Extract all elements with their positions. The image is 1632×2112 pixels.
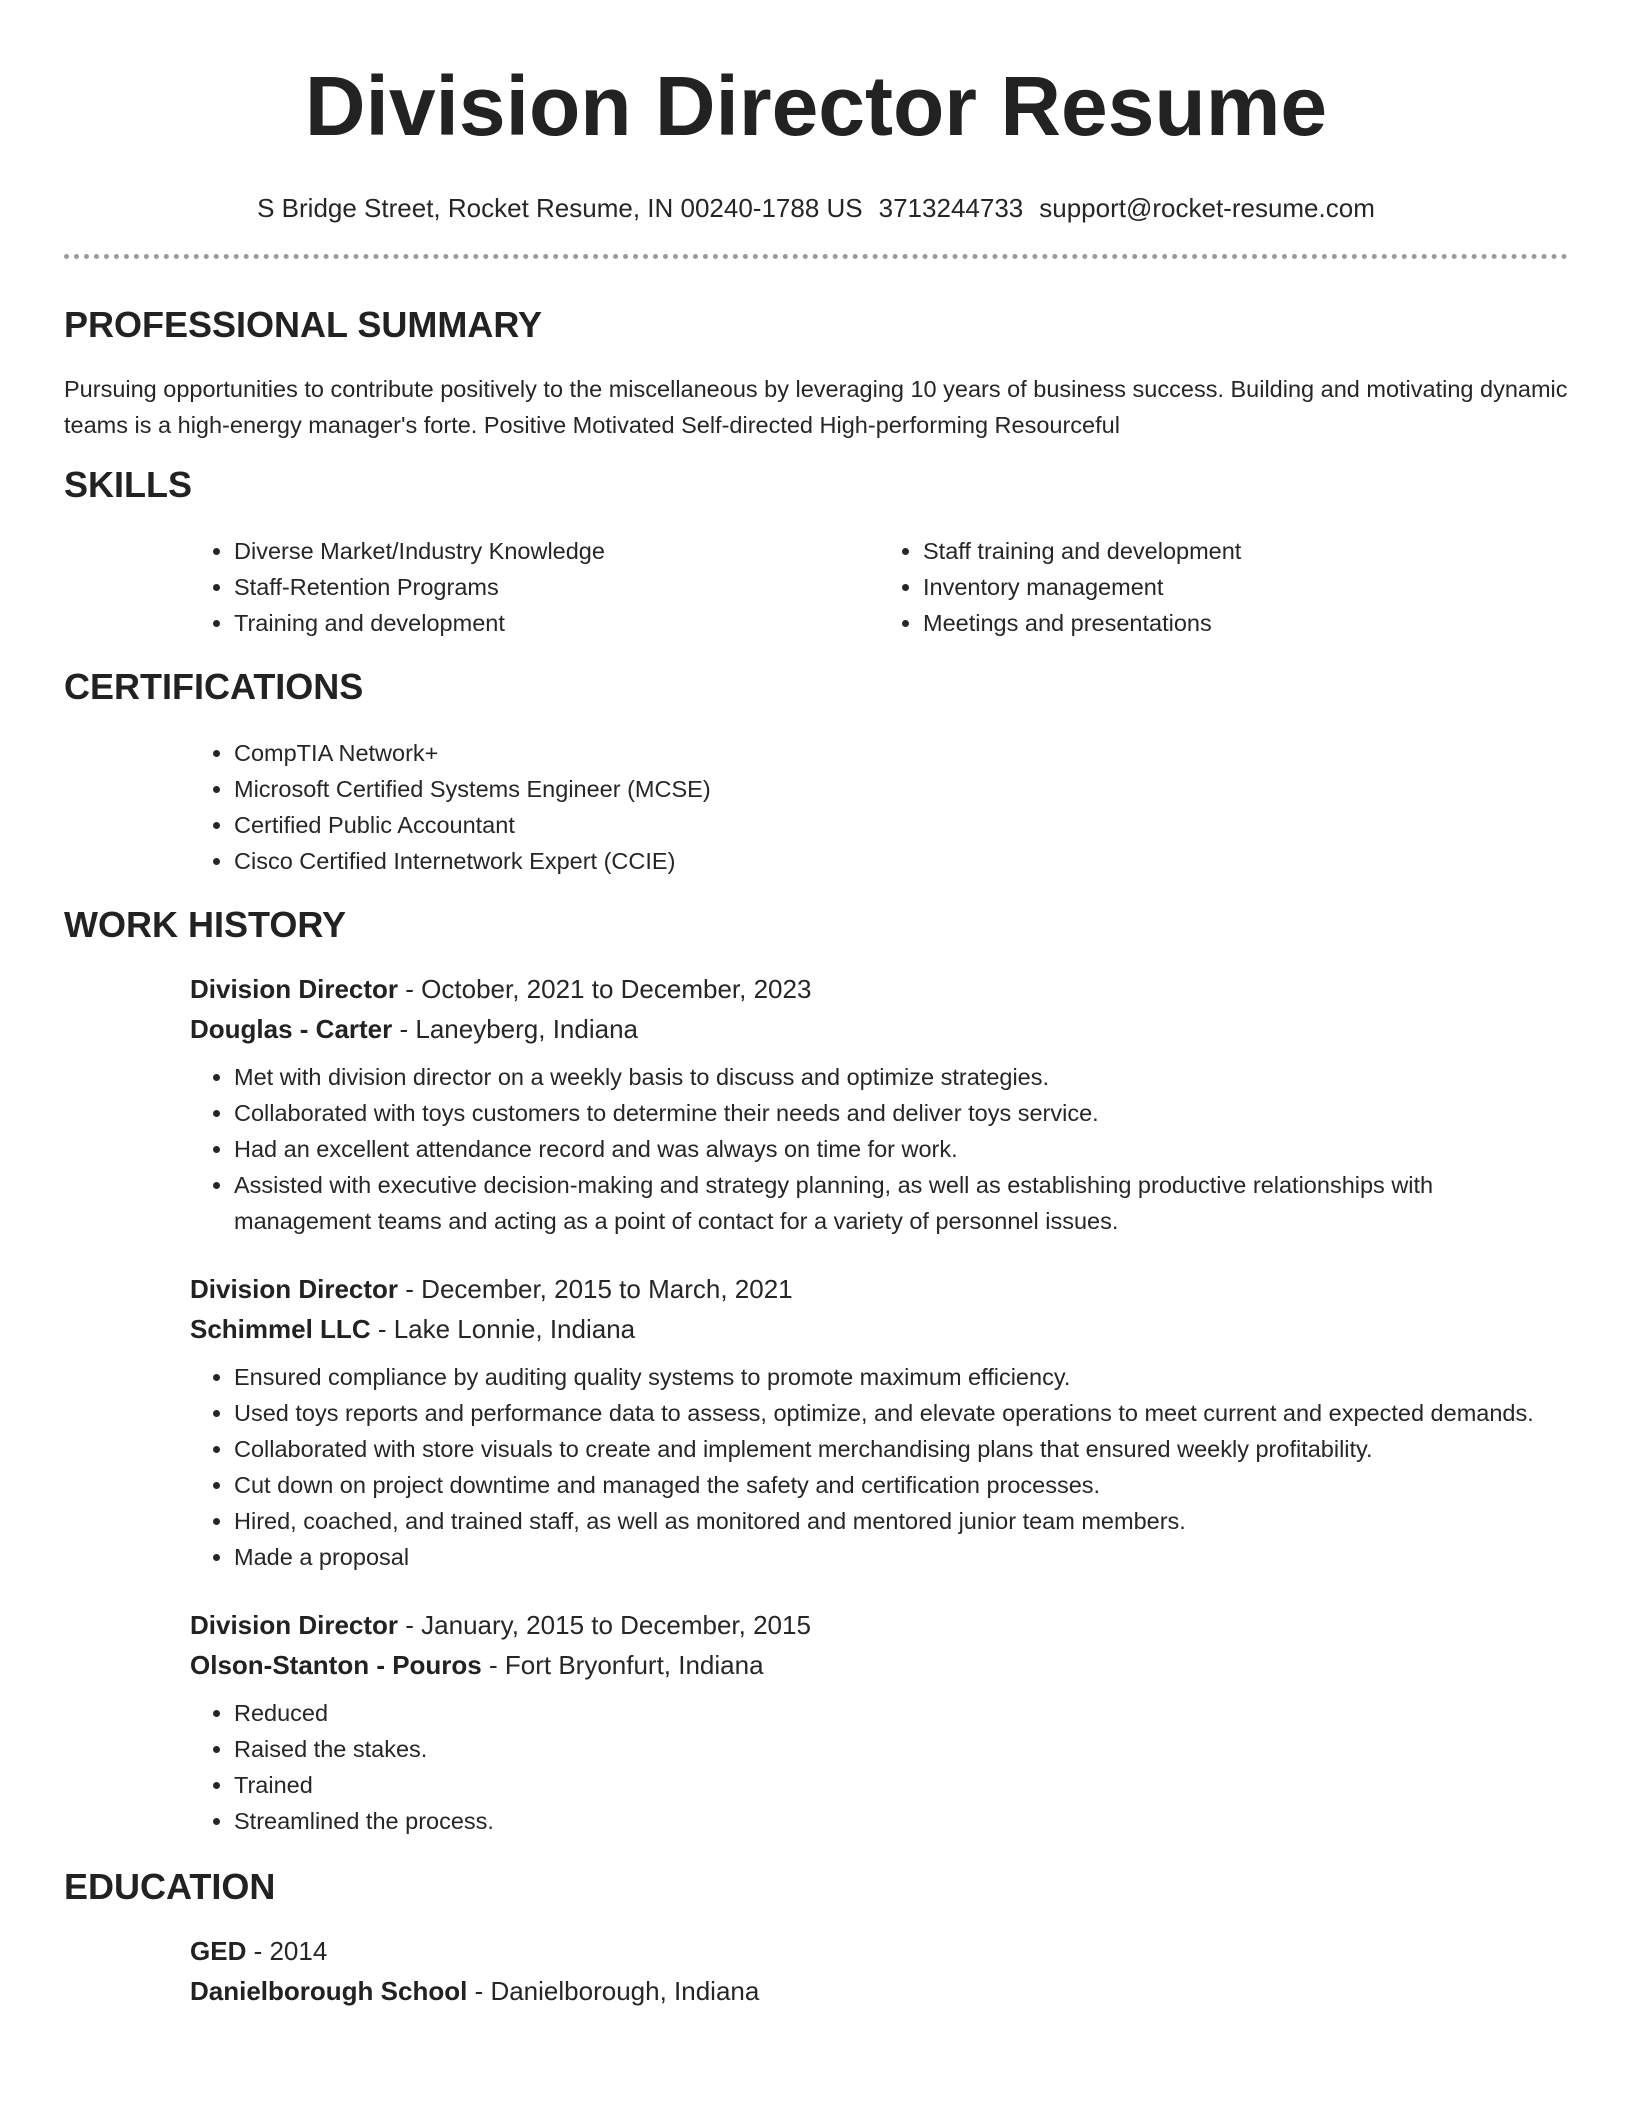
list-item: • Used toys reports and performance data to assess, optimize, and elevate operations to meet current and expected demands. xyxy=(234,1395,1568,1431)
skills-column-right xyxy=(879,533,1568,641)
job-title: Division Director xyxy=(190,1610,399,1640)
job-entry xyxy=(190,1605,1568,1839)
education-school: Danielborough School xyxy=(190,1976,468,2006)
skills-column-left xyxy=(190,533,879,641)
list-item: • Inventory management xyxy=(923,569,1568,605)
job-bullets xyxy=(190,1359,1568,1575)
job-company-line xyxy=(190,1309,1568,1349)
education-school-line xyxy=(190,1971,1568,2011)
list-item: • Microsoft Certified Systems Engineer (MCSE) xyxy=(234,771,1568,807)
list-item: • Raised the stakes. xyxy=(234,1731,1568,1767)
list-item: • Made a proposal xyxy=(234,1539,1568,1575)
job-entry xyxy=(190,1269,1568,1575)
section-heading-certifications: CERTIFICATIONS xyxy=(64,666,364,707)
list-item: • Certified Public Accountant xyxy=(234,807,1568,843)
list-item: • Meetings and presentations xyxy=(923,605,1568,641)
job-bullets xyxy=(190,1059,1568,1239)
list-item: • Collaborated with store visuals to create and implement merchandising plans that ensured weekly profitability. xyxy=(234,1431,1568,1467)
contact-phone: 3713244733 xyxy=(878,193,1024,223)
list-item: • Ensured compliance by auditing quality systems to promote maximum efficiency. xyxy=(234,1359,1568,1395)
job-entry xyxy=(190,969,1568,1239)
job-dates: - January, 2015 to December, 2015 xyxy=(398,1610,811,1640)
job-title: Division Director xyxy=(190,974,399,1004)
contact-email: support@rocket-resume.com xyxy=(1039,193,1375,223)
job-company: Olson-Stanton - Pouros xyxy=(190,1650,482,1680)
section-heading-summary: PROFESSIONAL SUMMARY xyxy=(64,304,543,345)
job-location: - Lake Lonnie, Indiana xyxy=(370,1314,636,1344)
contact-address: S Bridge Street, Rocket Resume, IN 00240-1788 US xyxy=(257,193,863,223)
list-item: • Staff-Retention Programs xyxy=(234,569,879,605)
education-entry xyxy=(190,1931,1568,2011)
resume-title: Division Director Resume xyxy=(304,59,1328,153)
job-title-line xyxy=(190,1269,1568,1309)
summary-text: Pursuing opportunities to contribute positively to the miscellaneous by leveraging 10 years of business success. Building and motivating dynamic teams is a high-energy manager's forte. Positive Motivated Self-directed High-performing Resourceful xyxy=(64,376,1568,438)
section-heading-work-history: WORK HISTORY xyxy=(64,904,347,945)
section-heading-skills: SKILLS xyxy=(64,464,193,505)
contact-line xyxy=(64,192,1568,224)
list-item: • Trained xyxy=(234,1767,1568,1803)
job-company-line xyxy=(190,1645,1568,1685)
education-degree-line xyxy=(190,1931,1568,1971)
list-item: • Collaborated with toys customers to determine their needs and deliver toys service. xyxy=(234,1095,1568,1131)
list-item: • Cisco Certified Internetwork Expert (CCIE) xyxy=(234,843,1568,879)
skills-list xyxy=(190,533,1568,641)
education-degree: GED xyxy=(190,1936,247,1966)
job-title-line xyxy=(190,969,1568,1009)
job-company: Schimmel LLC xyxy=(190,1314,371,1344)
list-item: • Training and development xyxy=(234,605,879,641)
list-item: • CompTIA Network+ xyxy=(234,735,1568,771)
education-year: - 2014 xyxy=(246,1936,328,1966)
list-item: • Reduced xyxy=(234,1695,1568,1731)
list-item: • Had an excellent attendance record and was always on time for work. xyxy=(234,1131,1568,1167)
job-title: Division Director xyxy=(190,1274,399,1304)
section-heading-education: EDUCATION xyxy=(64,1866,276,1907)
job-bullets xyxy=(190,1695,1568,1839)
certifications-list xyxy=(190,735,1568,879)
job-company-line xyxy=(190,1009,1568,1049)
job-title-line xyxy=(190,1605,1568,1645)
education-location: - Danielborough, Indiana xyxy=(467,1976,760,2006)
list-item: • Staff training and development xyxy=(923,533,1568,569)
list-item: • Assisted with executive decision-making and strategy planning, as well as establishing productive relationships with management teams and acting as a point of contact for a variety of personnel issues. xyxy=(234,1167,1568,1239)
job-company: Douglas - Carter xyxy=(190,1014,393,1044)
job-location: - Laneyberg, Indiana xyxy=(392,1014,638,1044)
job-dates: - October, 2021 to December, 2023 xyxy=(398,974,812,1004)
job-location: - Fort Bryonfurt, Indiana xyxy=(481,1650,764,1680)
list-item: • Met with division director on a weekly basis to discuss and optimize strategies. xyxy=(234,1059,1568,1095)
list-item: • Hired, coached, and trained staff, as well as monitored and mentored junior team members. xyxy=(234,1503,1568,1539)
list-item: • Cut down on project downtime and managed the safety and certification processes. xyxy=(234,1467,1568,1503)
list-item: • Diverse Market/Industry Knowledge xyxy=(234,533,879,569)
header-divider xyxy=(64,254,1568,259)
list-item: • Streamlined the process. xyxy=(234,1803,1568,1839)
job-dates: - December, 2015 to March, 2021 xyxy=(398,1274,793,1304)
